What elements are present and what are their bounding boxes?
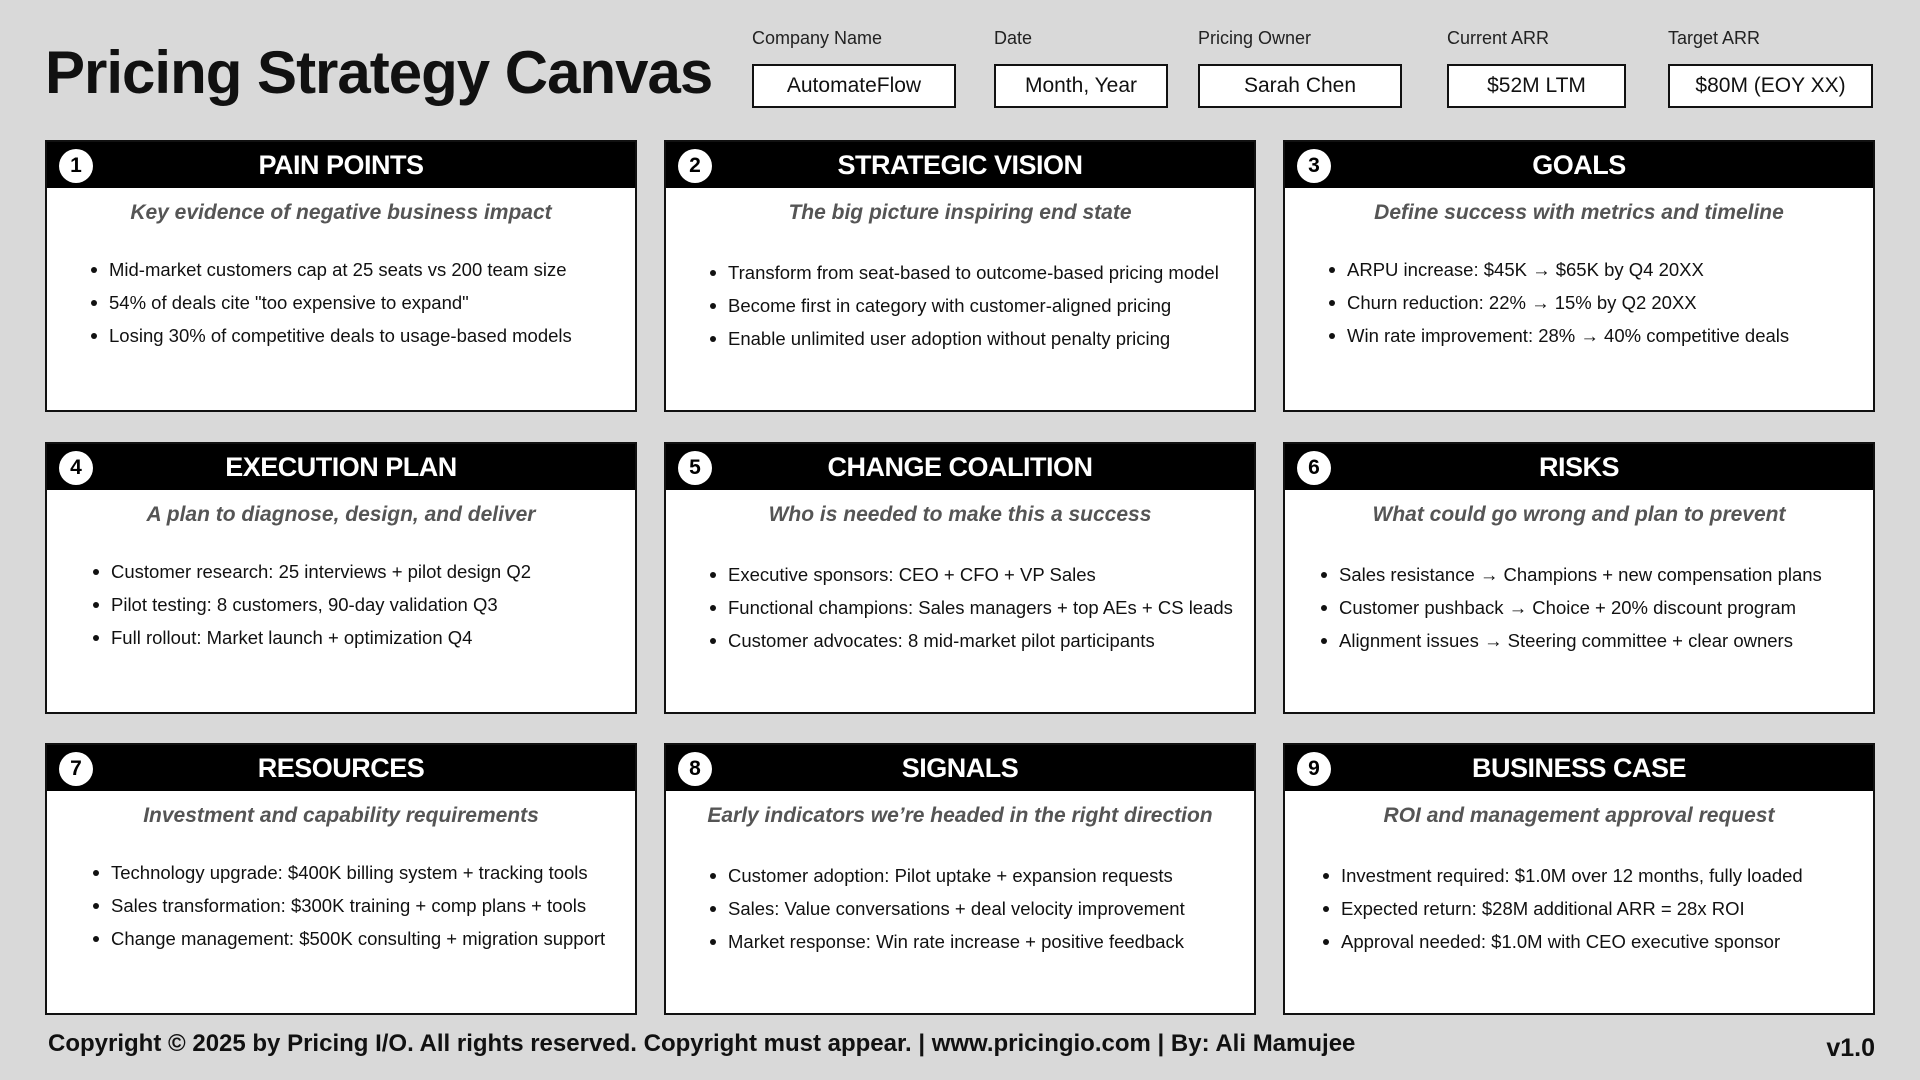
- change-coalition-card: [664, 442, 1256, 714]
- card-number-badge: 7: [59, 752, 93, 786]
- list-item: Customer pushback → Choice + 20% discount program: [1339, 591, 1873, 624]
- card-number-badge: 9: [1297, 752, 1331, 786]
- list-item: Win rate improvement: 28% → 40% competitive deals: [1347, 319, 1873, 352]
- risks-card: [1283, 442, 1875, 714]
- version-label: v1.0: [1826, 1034, 1875, 1062]
- current-arr-input[interactable]: $52M LTM: [1447, 64, 1626, 108]
- card-header: [47, 142, 635, 188]
- list-item: Alignment issues → Steering committee + clear owners: [1339, 624, 1873, 657]
- list-item: Investment required: $1.0M over 12 months, fully loaded: [1341, 859, 1873, 892]
- list-item: Become first in category with customer-aligned pricing: [728, 289, 1254, 322]
- card-subtitle: Define success with metrics and timeline: [1374, 201, 1784, 224]
- card-number-badge: 5: [678, 451, 712, 485]
- target-arr-input[interactable]: $80M (EOY XX): [1668, 64, 1873, 108]
- list-item: Pilot testing: 8 customers, 90-day validation Q3: [111, 588, 635, 621]
- card-title: PAIN POINTS: [258, 149, 424, 180]
- list-item: Enable unlimited user adoption without penalty pricing: [728, 322, 1254, 355]
- card-subtitle: Early indicators we’re headed in the right direction: [707, 804, 1213, 827]
- goals-card: [1283, 140, 1875, 412]
- card-header: [666, 745, 1254, 791]
- execution-plan-card: [45, 442, 637, 714]
- business-case-card: [1283, 743, 1875, 1015]
- strategic-vision-card: [664, 140, 1256, 412]
- card-subtitle: Investment and capability requirements: [143, 804, 539, 827]
- company-name-label: Company Name: [752, 28, 883, 48]
- card-header: [666, 444, 1254, 490]
- card-title: RESOURCES: [257, 752, 425, 783]
- target-arr-field: [1668, 26, 1873, 108]
- card-title: GOALS: [1532, 149, 1626, 180]
- list-item: Churn reduction: 22% → 15% by Q2 20XX: [1347, 286, 1873, 319]
- card-header: [47, 444, 635, 490]
- card-header: [1285, 142, 1873, 188]
- card-title: CHANGE COALITION: [827, 451, 1093, 482]
- card-number-badge: 2: [678, 149, 712, 183]
- list-item: Mid-market customers cap at 25 seats vs 200 team size: [109, 253, 635, 286]
- card-header: [666, 142, 1254, 188]
- list-item: Executive sponsors: CEO + CFO + VP Sales: [728, 558, 1254, 591]
- list-item: Full rollout: Market launch + optimization Q4: [111, 621, 635, 654]
- list-item: Technology upgrade: $400K billing system + tracking tools: [111, 856, 635, 889]
- card-subtitle: The big picture inspiring end state: [788, 201, 1132, 224]
- card-bullet-list: [728, 859, 1254, 958]
- card-number-badge: 3: [1297, 149, 1331, 183]
- card-header: [1285, 745, 1873, 791]
- card-title: EXECUTION PLAN: [225, 451, 457, 482]
- card-number-badge: 1: [59, 149, 93, 183]
- date-input[interactable]: Month, Year: [994, 64, 1168, 108]
- list-item: Transform from seat-based to outcome-based pricing model: [728, 256, 1254, 289]
- pricing-owner-field: [1198, 26, 1402, 108]
- date-label: Date: [994, 28, 1033, 48]
- card-bullet-list: [111, 555, 635, 654]
- list-item: Customer advocates: 8 mid-market pilot participants: [728, 624, 1254, 657]
- list-item: Customer research: 25 interviews + pilot design Q2: [111, 555, 635, 588]
- resources-card: [45, 743, 637, 1015]
- copyright-footer: Copyright © 2025 by Pricing I/O. All rights reserved. Copyright must appear. | www.pricingio.com | By: Ali Mamujee: [48, 1030, 1356, 1057]
- card-header: [1285, 444, 1873, 490]
- card-subtitle: Who is needed to make this a success: [768, 503, 1152, 526]
- card-title: STRATEGIC VISION: [837, 149, 1083, 180]
- list-item: ARPU increase: $45K → $65K by Q4 20XX: [1347, 253, 1873, 286]
- card-bullet-list: [109, 253, 635, 352]
- company-name-field: [752, 26, 956, 108]
- list-item: Change management: $500K consulting + migration support: [111, 922, 635, 955]
- card-bullet-list: [728, 558, 1254, 657]
- card-subtitle: Key evidence of negative business impact: [130, 201, 552, 224]
- card-bullet-list: [1341, 859, 1873, 958]
- card-title: RISKS: [1538, 451, 1620, 482]
- list-item: 54% of deals cite "too expensive to expand": [109, 286, 635, 319]
- card-number-badge: 6: [1297, 451, 1331, 485]
- card-number-badge: 4: [59, 451, 93, 485]
- current-arr-field: [1447, 26, 1626, 108]
- card-bullet-list: [1347, 253, 1873, 352]
- list-item: Functional champions: Sales managers + top AEs + CS leads: [728, 591, 1254, 624]
- company-name-input[interactable]: AutomateFlow: [752, 64, 956, 108]
- card-number-badge: 8: [678, 752, 712, 786]
- card-subtitle: A plan to diagnose, design, and deliver: [146, 503, 536, 526]
- list-item: Sales: Value conversations + deal velocity improvement: [728, 892, 1254, 925]
- card-subtitle: What could go wrong and plan to prevent: [1372, 503, 1786, 526]
- signals-card: [664, 743, 1256, 1015]
- card-title: BUSINESS CASE: [1471, 752, 1687, 783]
- card-bullet-list: [728, 256, 1254, 355]
- card-bullet-list: [111, 856, 635, 955]
- page-title: Pricing Strategy Canvas: [45, 39, 713, 106]
- list-item: Approval needed: $1.0M with CEO executive sponsor: [1341, 925, 1873, 958]
- pricing-owner-input[interactable]: Sarah Chen: [1198, 64, 1402, 108]
- card-header: [47, 745, 635, 791]
- list-item: Losing 30% of competitive deals to usage-based models: [109, 319, 635, 352]
- list-item: Sales transformation: $300K training + comp plans + tools: [111, 889, 635, 922]
- list-item: Market response: Win rate increase + positive feedback: [728, 925, 1254, 958]
- card-bullet-list: [1339, 558, 1873, 657]
- pain-points-card: [45, 140, 637, 412]
- list-item: Customer adoption: Pilot uptake + expansion requests: [728, 859, 1254, 892]
- target-arr-label: Target ARR: [1668, 28, 1761, 48]
- list-item: Expected return: $28M additional ARR = 28x ROI: [1341, 892, 1873, 925]
- date-field: [994, 26, 1168, 108]
- current-arr-label: Current ARR: [1447, 28, 1550, 48]
- list-item: Sales resistance → Champions + new compensation plans: [1339, 558, 1873, 591]
- pricing-owner-label: Pricing Owner: [1198, 28, 1312, 48]
- card-subtitle: ROI and management approval request: [1383, 804, 1775, 827]
- card-title: SIGNALS: [901, 752, 1019, 783]
